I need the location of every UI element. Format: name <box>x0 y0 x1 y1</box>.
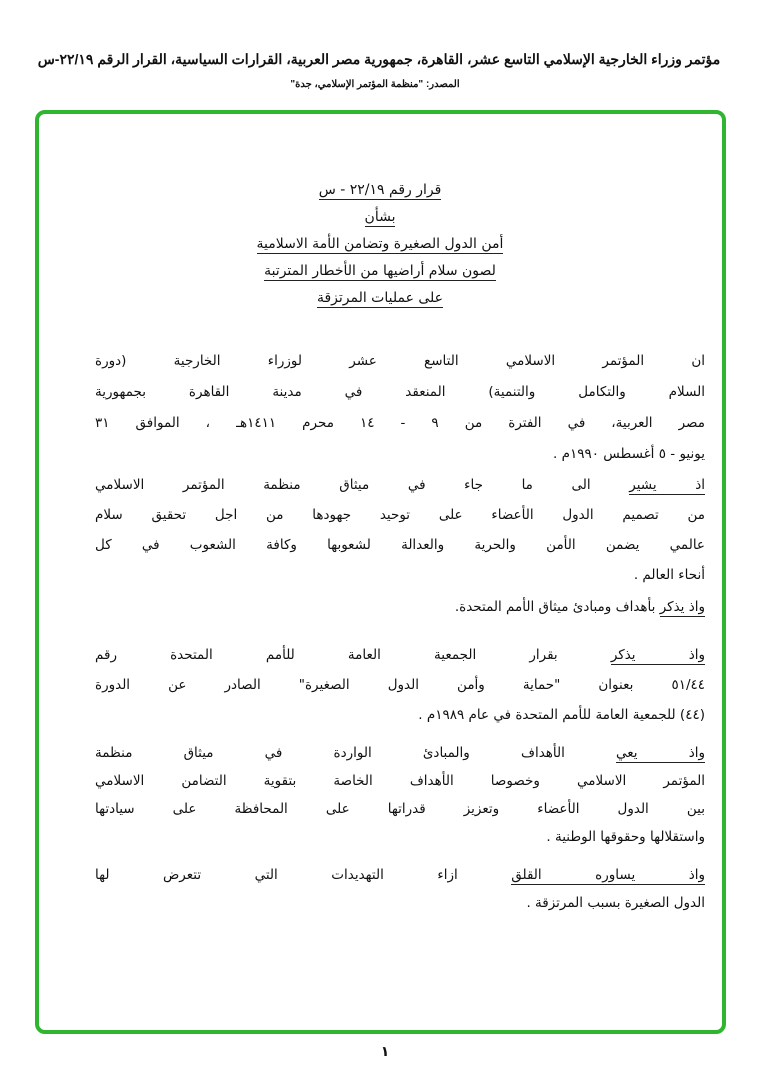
paragraph-lead-phrase: واذ يذكر <box>659 599 705 615</box>
paragraph-line <box>95 828 705 846</box>
paragraph-lead-phrase: اذ يشير <box>629 477 705 493</box>
paragraph-line <box>95 772 705 790</box>
paragraph-text: السلام والتكامل والتنمية) المنعقد في مدينة القاهرة بجمهورية <box>95 384 705 400</box>
paragraph-text: عالمي يضمن الأمن والحرية والعدالة لشعوبها وكافة الشعوب في كل <box>95 537 705 553</box>
paragraph-line <box>95 866 705 884</box>
paragraph-text: يونيو - ٥ أغسطس ١٩٩٠م . <box>553 446 705 462</box>
resolution-subject-line: على عمليات المرتزقة <box>316 290 444 306</box>
paragraph-line <box>95 383 705 401</box>
paragraph-line <box>95 744 705 762</box>
paragraph-line <box>95 506 705 524</box>
paragraph-line <box>95 894 705 912</box>
resolution-regarding: بشأن <box>364 209 396 225</box>
resolution-subject-line: أمن الدول الصغيرة وتضامن الأمة الاسلامية <box>256 236 504 252</box>
paragraph-line <box>95 414 705 432</box>
paragraph-lead-phrase: واذ يساوره القلق <box>511 867 706 883</box>
resolution-number: قرار رقم ٢٢/١٩ - س <box>318 182 442 198</box>
document-header-title: مؤتمر وزراء الخارجية الإسلامي التاسع عشر، القاهرة، جمهورية مصر العربية، القرارات السياسية، القرار الرقم ٢٢/١٩-س <box>37 51 721 67</box>
paragraph-text: أنحاء العالم . <box>633 567 705 583</box>
paragraph-line <box>180 598 705 616</box>
paragraph-lead-phrase: واذ يعي <box>616 745 705 761</box>
paragraph-line <box>95 536 705 554</box>
paragraph-line <box>95 646 705 664</box>
paragraph-text: بأهداف ومبادئ ميثاق الأمم المتحدة. <box>454 599 656 615</box>
paragraph-text: المؤتمر الاسلامي وخصوصا الأهداف الخاصة بتقوية التضامن الاسلامي <box>95 773 705 789</box>
paragraph-text: الأهداف والمبادئ الواردة في ميثاق منظمة <box>95 745 565 761</box>
document-source: المصدر: "منظمة المؤتمر الإسلامي، جدة" <box>290 79 460 90</box>
paragraph-text: الى ما جاء في ميثاق منظمة المؤتمر الاسلامي <box>95 477 591 493</box>
paragraph-text: بقرار الجمعية العامة للأمم المتحدة رقم <box>95 647 558 663</box>
paragraph-lead-phrase: واذ يذكر <box>610 647 705 663</box>
paragraph-line <box>95 445 705 463</box>
paragraph-line <box>95 800 705 818</box>
paragraph-text: من تصميم الدول الأعضاء على توحيد جهودها من اجل تحقيق سلام <box>95 507 705 523</box>
resolution-subject-line: لصون سلام أراضيها من الأخطار المترتبة <box>264 263 496 279</box>
paragraph-text: بين الدول الأعضاء وتعزيز قدراتها على المحافظة على سيادتها <box>95 801 705 817</box>
paragraph-text: ٥١/٤٤ بعنوان "حماية وأمن الدول الصغيرة" الصادر عن الدورة <box>95 677 705 693</box>
paragraph-line <box>95 476 705 494</box>
paragraph-line <box>95 706 705 724</box>
paragraph-line <box>95 352 705 370</box>
paragraph-text: (٤٤) للجمعية العامة للأمم المتحدة في عام ١٩٨٩م . <box>418 707 705 723</box>
paragraph-line <box>95 566 705 584</box>
paragraph-text: ازاء التهديدات التي تتعرض لها <box>95 867 458 883</box>
paragraph-text: الدول الصغيرة بسبب المرتزقة . <box>526 895 705 911</box>
paragraph-text: مصر العربية، في الفترة من ٩ - ١٤ محرم ١٤١١هـ ، الموافق ٣١ <box>95 415 705 431</box>
paragraph-line <box>95 676 705 694</box>
page-number: ١ <box>380 1044 390 1060</box>
paragraph-text: ان المؤتمر الاسلامي التاسع عشر لوزراء الخارجية (دورة <box>95 353 705 369</box>
paragraph-text: واستقلالها وحقوقها الوطنية . <box>546 829 705 845</box>
